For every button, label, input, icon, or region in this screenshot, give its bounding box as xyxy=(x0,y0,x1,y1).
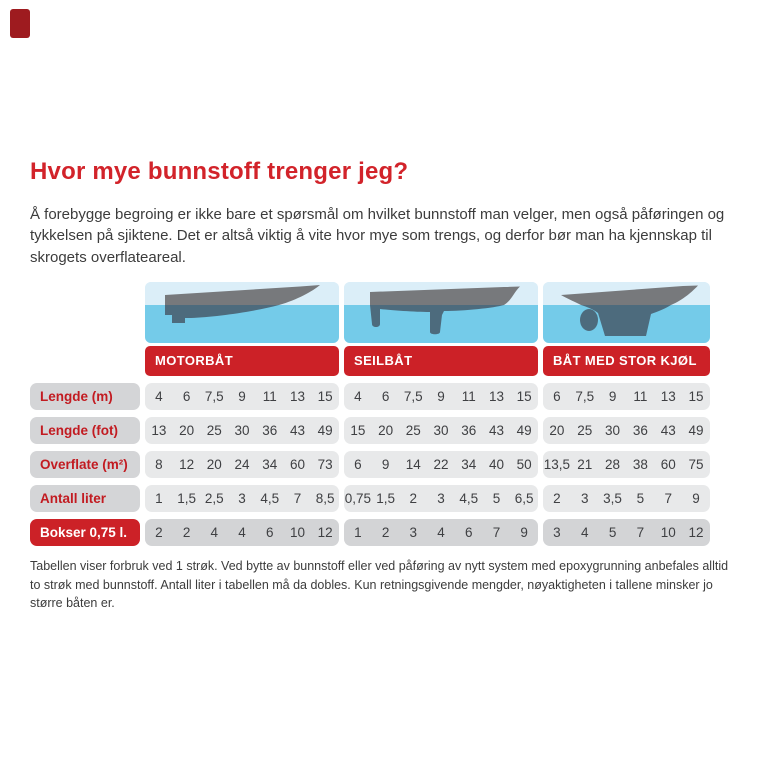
table-cell: 40 xyxy=(488,456,504,472)
motorboat-icon xyxy=(145,282,339,343)
table-cell: 13 xyxy=(289,388,305,404)
row-label: Lengde (fot) xyxy=(30,417,140,444)
table-cell: 10 xyxy=(289,524,305,540)
table-cell: 36 xyxy=(262,422,278,438)
group-bar-stor-kjol: BÅT MED STOR KJØL xyxy=(543,346,710,376)
value-pill xyxy=(543,485,710,512)
table-header-row xyxy=(30,282,738,376)
consumption-table xyxy=(30,383,738,546)
table-cell: 10 xyxy=(660,524,676,540)
row-label: Overflate (m²) xyxy=(30,451,140,478)
full-keel-boat-illustration xyxy=(543,282,710,343)
table-cell: 1 xyxy=(354,524,362,540)
value-pill xyxy=(344,485,538,512)
motorboat-illustration xyxy=(145,282,339,343)
table-cell: 24 xyxy=(234,456,250,472)
table-cell: 9 xyxy=(608,388,617,404)
value-pill xyxy=(344,383,538,410)
table-cell: 25 xyxy=(405,422,421,438)
table-cell: 73 xyxy=(317,456,333,472)
table-cell: 49 xyxy=(688,422,704,438)
table-cell: 5 xyxy=(608,524,617,540)
row-label: Lengde (m) xyxy=(30,383,140,410)
value-pill xyxy=(543,451,710,478)
table-cell: 15 xyxy=(516,388,532,404)
footnote-text: Tabellen viser forbruk ved 1 strøk. Ved bytte av bunnstoff eller ved påføring av nytt system med epoxygrunning anbefales alltid to strøk med bunnstoff. Antall liter i tabellen må da dobles. Kun retningsgivende mengder, nøyaktigheten i tallene minsker jo større båten er. xyxy=(30,558,729,611)
table-cell: 25 xyxy=(577,422,593,438)
page-title: Hvor mye bunnstoff trenger jeg? xyxy=(30,158,409,185)
table-cell: 2 xyxy=(409,490,418,506)
table-cell: 2 xyxy=(381,524,390,540)
full-keel-boat-icon xyxy=(543,282,710,343)
table-cell: 6,5 xyxy=(514,490,534,506)
table-cell: 4 xyxy=(437,524,445,540)
value-pill xyxy=(543,383,710,410)
table-cell: 5 xyxy=(492,490,501,506)
table-cell: 4 xyxy=(210,524,219,540)
table-cell: 6 xyxy=(265,524,274,540)
table-cell: 14 xyxy=(405,456,421,472)
table-cell: 15 xyxy=(317,388,333,404)
table-cell: 28 xyxy=(605,456,621,472)
value-pill xyxy=(145,519,339,546)
value-pill xyxy=(543,417,710,444)
table-cell: 0,75 xyxy=(344,490,371,506)
table-cell: 38 xyxy=(632,456,648,472)
table-cell: 6 xyxy=(381,388,390,404)
intro-paragraph: Å forebygge begroing er ikke bare et spørsmål om hvilket bunnstoff man velger, men også påføringen og tykkelsen på sjiktene. Det er altså viktig å vite hvor mye som trengs, og derfor bør man ha kjennskap til skrogets overflateareal. xyxy=(30,206,725,266)
table-cell: 3 xyxy=(580,490,589,506)
row-label: Bokser 0,75 l. xyxy=(30,519,140,546)
table-cell: 7 xyxy=(636,524,645,540)
table-cell: 30 xyxy=(605,422,621,438)
table-cell: 9 xyxy=(437,388,445,404)
table-cell: 20 xyxy=(206,456,222,472)
table-cell: 50 xyxy=(516,456,532,472)
table-row xyxy=(30,485,738,512)
table-cell: 12 xyxy=(688,524,704,540)
group-bar-motorbat: MOTORBÅT xyxy=(145,346,339,376)
sailboat-icon xyxy=(344,282,538,343)
table-cell: 20 xyxy=(179,422,195,438)
table-cell: 1 xyxy=(155,490,163,506)
table-cell: 34 xyxy=(461,456,477,472)
table-cell: 15 xyxy=(688,388,704,404)
table-cell: 4 xyxy=(354,388,362,404)
table-row xyxy=(30,519,738,546)
table-cell: 11 xyxy=(461,388,476,404)
value-pill xyxy=(344,519,538,546)
table-cell: 22 xyxy=(433,456,449,472)
table-cell: 34 xyxy=(262,456,278,472)
table-cell: 6 xyxy=(182,388,191,404)
table-cell: 43 xyxy=(660,422,676,438)
table-cell: 36 xyxy=(632,422,648,438)
table-cell: 2 xyxy=(553,490,561,506)
table-cell: 2 xyxy=(155,524,163,540)
table-cell: 6 xyxy=(553,388,561,404)
table-cell: 9 xyxy=(238,388,246,404)
table-cell: 30 xyxy=(433,422,449,438)
table-cell: 13 xyxy=(660,388,676,404)
table-cell: 6 xyxy=(464,524,473,540)
value-pill xyxy=(145,417,339,444)
table-cell: 7,5 xyxy=(204,388,224,404)
group-header-stor-kjol xyxy=(543,282,710,376)
table-cell: 7,5 xyxy=(575,388,595,404)
brand-logo-mark xyxy=(10,9,30,38)
table-cell: 13 xyxy=(151,422,167,438)
page-content xyxy=(30,0,738,613)
table-cell: 3 xyxy=(553,524,561,540)
table-cell: 49 xyxy=(516,422,532,438)
table-row xyxy=(30,451,738,478)
value-pill xyxy=(344,451,538,478)
table-cell: 4 xyxy=(580,524,589,540)
table-cell: 43 xyxy=(488,422,504,438)
table-cell: 12 xyxy=(317,524,333,540)
table-cell: 4,5 xyxy=(260,490,280,506)
value-pill xyxy=(344,417,538,444)
table-cell: 12 xyxy=(179,456,195,472)
table-cell: 7 xyxy=(492,524,501,540)
table-cell: 20 xyxy=(378,422,394,438)
table-cell: 9 xyxy=(520,524,528,540)
table-cell: 9 xyxy=(692,490,700,506)
group-bar-seilbat: SEILBÅT xyxy=(344,346,538,376)
sailboat-illustration xyxy=(344,282,538,343)
table-cell: 11 xyxy=(633,388,648,404)
table-row xyxy=(30,383,738,410)
table-row xyxy=(30,417,738,444)
group-header-seilbat xyxy=(344,282,538,376)
table-cell: 7 xyxy=(293,490,302,506)
table-cell: 4 xyxy=(238,524,246,540)
table-cell: 43 xyxy=(289,422,305,438)
table-cell: 21 xyxy=(577,456,593,472)
table-cell: 8 xyxy=(155,456,163,472)
table-cell: 1,5 xyxy=(177,490,196,506)
table-cell: 2,5 xyxy=(204,490,224,506)
table-cell: 1,5 xyxy=(376,490,395,506)
table-cell: 7,5 xyxy=(403,388,423,404)
table-cell: 3 xyxy=(437,490,445,506)
table-cell: 13,5 xyxy=(543,456,571,472)
table-cell: 5 xyxy=(636,490,645,506)
table-cell: 60 xyxy=(289,456,305,472)
table-cell: 60 xyxy=(660,456,676,472)
value-pill xyxy=(145,383,339,410)
table-cell: 4 xyxy=(155,388,163,404)
table-cell: 3 xyxy=(238,490,246,506)
table-cell: 9 xyxy=(381,456,390,472)
table-cell: 8,5 xyxy=(315,490,335,506)
table-cell: 7 xyxy=(664,490,672,506)
row-label: Antall liter xyxy=(30,485,140,512)
value-pill xyxy=(145,485,339,512)
group-header-motorbat xyxy=(145,282,339,376)
table-cell: 30 xyxy=(234,422,250,438)
table-cell: 36 xyxy=(461,422,477,438)
table-cell: 3,5 xyxy=(603,490,622,506)
table-cell: 3 xyxy=(409,524,418,540)
value-pill xyxy=(543,519,710,546)
table-cell: 49 xyxy=(317,422,333,438)
table-cell: 4,5 xyxy=(459,490,479,506)
value-pill xyxy=(145,451,339,478)
table-cell: 2 xyxy=(182,524,191,540)
table-cell: 75 xyxy=(688,456,704,472)
table-cell: 13 xyxy=(488,388,504,404)
table-cell: 20 xyxy=(549,422,565,438)
table-cell: 11 xyxy=(262,388,277,404)
table-cell: 15 xyxy=(350,422,366,438)
table-cell: 25 xyxy=(206,422,222,438)
table-cell: 6 xyxy=(354,456,362,472)
